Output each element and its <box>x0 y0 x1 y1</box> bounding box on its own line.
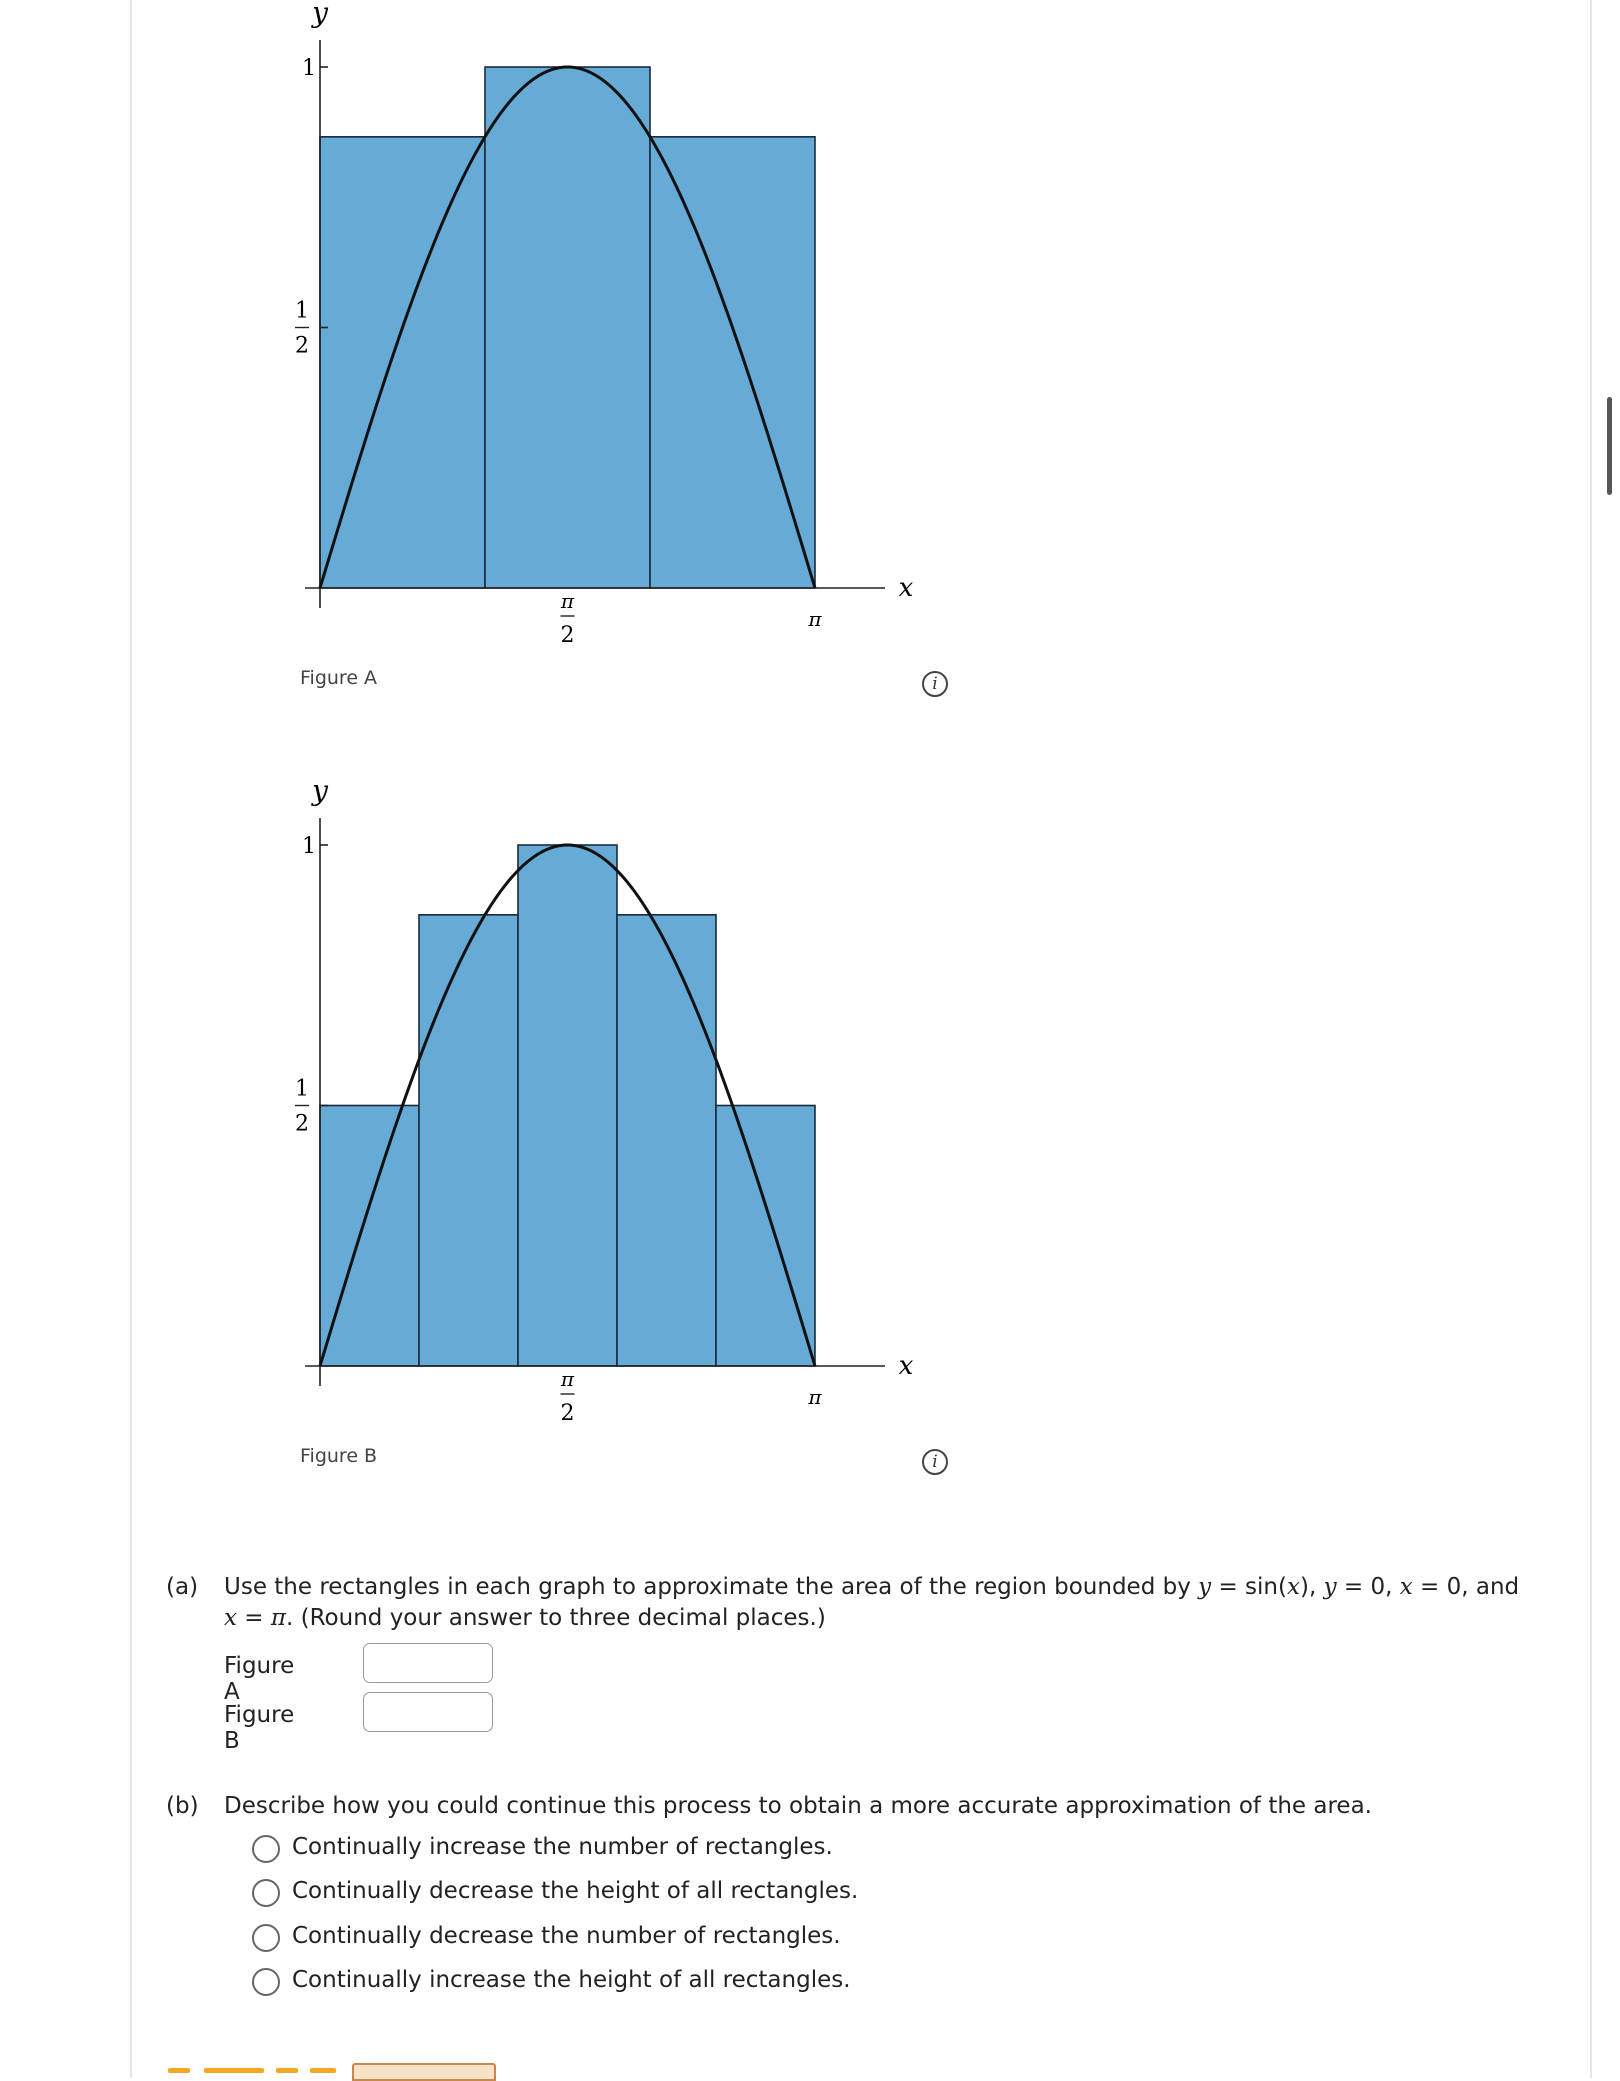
x-tick-label-half-pi-denominator: 2 <box>560 1401 575 1426</box>
figure-b-answer-input[interactable] <box>363 1692 493 1732</box>
figure-b <box>0 774 1000 1538</box>
prompt-text: . (Round your answer to three decimal places.) <box>286 1605 826 1631</box>
answer-label: Figure B <box>224 1702 295 1754</box>
y-tick-label-half-numerator: 1 <box>295 1076 309 1102</box>
radio-button[interactable] <box>252 1968 280 1996</box>
option-label: Continually decrease the number of rectangles. <box>292 1923 841 1949</box>
prompt-text: = <box>236 1605 271 1631</box>
x-tick-label-pi: π <box>808 1385 822 1409</box>
x-tick-label-half-pi-denominator: 2 <box>560 623 575 648</box>
radio-button[interactable] <box>252 1879 280 1907</box>
y-axis-label: y <box>312 774 328 807</box>
y-tick-label-half-denominator: 2 <box>295 333 309 359</box>
option-label: Continually decrease the height of all rectangles. <box>292 1878 859 1904</box>
math-var: x <box>1286 1574 1300 1600</box>
accent-dash <box>204 2068 264 2073</box>
prompt-text: = 0, <box>1336 1574 1400 1600</box>
radio-button[interactable] <box>252 1924 280 1952</box>
riemann-rect <box>485 67 650 588</box>
prompt-text: = 0, and <box>1412 1574 1520 1600</box>
x-axis-label: x <box>898 1351 914 1381</box>
x-tick-label-half-pi-numerator: π <box>560 589 575 613</box>
accent-dash <box>310 2068 336 2073</box>
riemann-rect <box>518 845 617 1366</box>
y-axis-label: y <box>312 0 328 29</box>
accent-dash <box>168 2068 190 2073</box>
radio-button[interactable] <box>252 1835 280 1863</box>
y-tick-label-one: 1 <box>302 56 316 81</box>
info-circle-icon[interactable]: i <box>922 1449 948 1475</box>
figure-a-answer-input[interactable] <box>363 1643 493 1683</box>
prompt-text: Use the rectangles in each graph to approximate the area of the region bounded by <box>224 1574 1199 1600</box>
prompt-text: = sin( <box>1211 1574 1287 1600</box>
part-a-prompt <box>224 1572 1524 1634</box>
answer-label: Figure A <box>224 1653 295 1705</box>
y-tick-label-half-denominator: 2 <box>295 1111 309 1137</box>
figure-b-caption: Figure B <box>300 1445 378 1467</box>
y-tick-label-one: 1 <box>302 834 316 859</box>
figure-a <box>0 0 1000 760</box>
riemann-rect <box>650 137 815 588</box>
riemann-rect <box>617 915 716 1366</box>
accent-dash <box>276 2068 298 2073</box>
math-var: y <box>1198 1574 1212 1600</box>
math-var: π <box>270 1605 287 1631</box>
riemann-rect <box>320 137 485 588</box>
figure-a-caption: Figure A <box>300 667 378 689</box>
prompt-text: ), <box>1299 1574 1324 1600</box>
x-tick-label-pi: π <box>808 607 822 631</box>
x-tick-label-half-pi-numerator: π <box>560 1367 575 1391</box>
math-var: x <box>224 1605 237 1631</box>
scrollbar-thumb[interactable] <box>1607 397 1612 495</box>
riemann-rect <box>320 1106 419 1367</box>
part-a-letter: (a) <box>166 1574 199 1600</box>
part-b-letter: (b) <box>166 1793 199 1819</box>
help-button[interactable] <box>352 2063 496 2081</box>
figure-b-graph <box>0 774 1000 1498</box>
info-circle-icon[interactable]: i <box>922 671 948 697</box>
riemann-rect <box>419 915 518 1366</box>
option-label: Continually increase the height of all rectangles. <box>292 1967 851 1993</box>
part-b-prompt: Describe how you could continue this process to obtain a more accurate approximation of the area. <box>224 1793 1372 1819</box>
option-label: Continually increase the number of rectangles. <box>292 1834 833 1860</box>
figure-a-graph <box>0 0 1000 720</box>
math-var: y <box>1323 1574 1337 1600</box>
math-var: x <box>1399 1574 1413 1600</box>
x-axis-label: x <box>898 573 914 603</box>
y-tick-label-half-numerator: 1 <box>295 298 309 324</box>
riemann-rect <box>716 1106 815 1367</box>
